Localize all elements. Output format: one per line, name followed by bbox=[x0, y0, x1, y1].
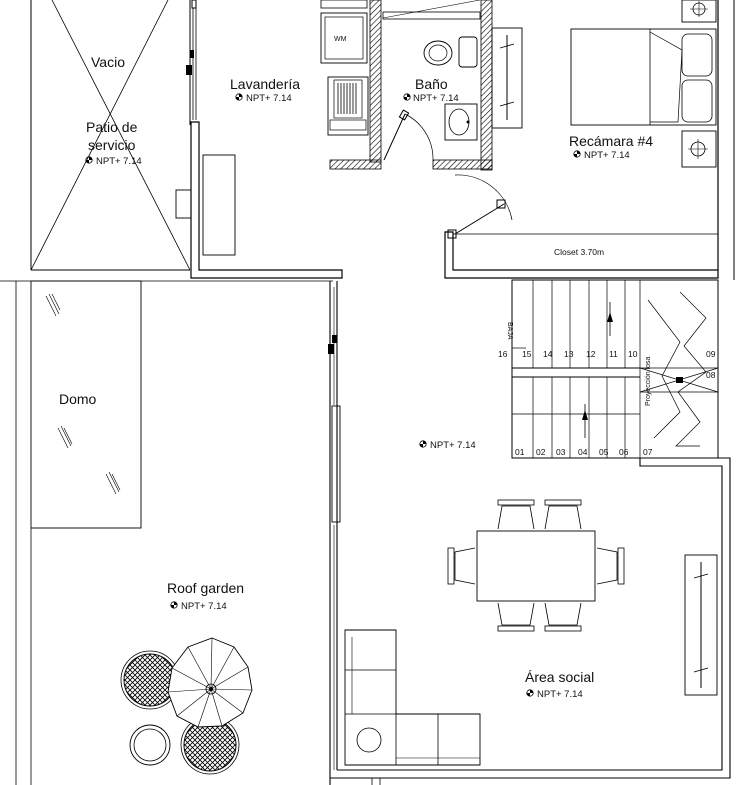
npt-patio-text: NPT+ 7.14 bbox=[96, 156, 142, 167]
bedroom-right-wall bbox=[718, 0, 734, 280]
npt-area-social-text: NPT+ 7.14 bbox=[537, 689, 583, 700]
step-14: 14 bbox=[543, 349, 553, 359]
vacio-window bbox=[186, 0, 196, 120]
room-label-lavanderia: Lavandería bbox=[230, 76, 301, 92]
room-label-recamara: Recámara #4 bbox=[569, 133, 654, 149]
closet-370 bbox=[445, 232, 718, 278]
step-02: 02 bbox=[536, 447, 546, 457]
npt-recamara bbox=[574, 150, 630, 161]
step-10: 10 bbox=[628, 349, 638, 359]
hallway-door bbox=[448, 175, 512, 238]
room-label-vacio: Vacio bbox=[91, 54, 125, 70]
room-label-patio-line2: servicio bbox=[88, 137, 136, 153]
washer-label: WM bbox=[334, 36, 347, 43]
npt-hallway bbox=[420, 440, 476, 451]
stair-projection-label: Proyección losa bbox=[645, 356, 652, 406]
stair-direction-label: BAJA bbox=[506, 322, 513, 340]
bathroom-door bbox=[384, 110, 433, 160]
npt-patio bbox=[86, 156, 142, 167]
room-label-area-social: Área social bbox=[525, 669, 595, 685]
vacio-area bbox=[31, 0, 190, 270]
room-label-roof-garden: Roof garden bbox=[167, 580, 245, 596]
step-05: 05 bbox=[599, 447, 609, 457]
step-08: 08 bbox=[706, 370, 716, 380]
step-11: 11 bbox=[609, 349, 618, 359]
toilet bbox=[424, 37, 477, 67]
npt-hallway-text: NPT+ 7.14 bbox=[430, 440, 476, 451]
closet-label: Closet 3.70m bbox=[554, 247, 605, 257]
bed bbox=[571, 29, 716, 125]
closet-bar-2 bbox=[685, 555, 717, 695]
step-09: 09 bbox=[706, 349, 716, 359]
nightstand-top bbox=[682, 0, 716, 22]
npt-area-social bbox=[527, 689, 583, 700]
garden-furniture bbox=[121, 638, 252, 774]
nightstand-bottom bbox=[682, 131, 716, 167]
stair-lower-numbers bbox=[515, 447, 653, 457]
room-label-domo: Domo bbox=[59, 391, 97, 407]
step-04: 04 bbox=[578, 447, 588, 457]
npt-lavanderia bbox=[236, 93, 292, 104]
room-label-bano: Baño bbox=[415, 76, 448, 92]
npt-recamara-text: NPT+ 7.14 bbox=[584, 150, 630, 161]
step-07: 07 bbox=[643, 447, 653, 457]
step-12: 12 bbox=[586, 349, 596, 359]
step-16: 16 bbox=[498, 349, 508, 359]
closet-bar-1 bbox=[492, 28, 522, 128]
npt-roof-garden-text: NPT+ 7.14 bbox=[181, 601, 227, 612]
step-01: 01 bbox=[515, 447, 525, 457]
laundry-appliances bbox=[321, 0, 368, 135]
step-15: 15 bbox=[522, 349, 532, 359]
domo bbox=[0, 281, 333, 785]
sectional-sofa bbox=[345, 630, 480, 765]
room-label-patio-line1: Patio de bbox=[86, 119, 138, 135]
bathroom-walls bbox=[330, 0, 492, 170]
staircase bbox=[498, 280, 718, 458]
npt-roof-garden bbox=[171, 601, 227, 612]
npt-lavanderia-text: NPT+ 7.14 bbox=[246, 93, 292, 104]
npt-bano-text: NPT+ 7.14 bbox=[413, 93, 459, 104]
dining-set bbox=[448, 500, 624, 631]
step-06: 06 bbox=[619, 447, 629, 457]
step-13: 13 bbox=[564, 349, 574, 359]
step-03: 03 bbox=[556, 447, 566, 457]
patio-wall bbox=[176, 122, 342, 278]
npt-bano bbox=[404, 93, 459, 104]
bathroom-sink bbox=[445, 104, 477, 140]
